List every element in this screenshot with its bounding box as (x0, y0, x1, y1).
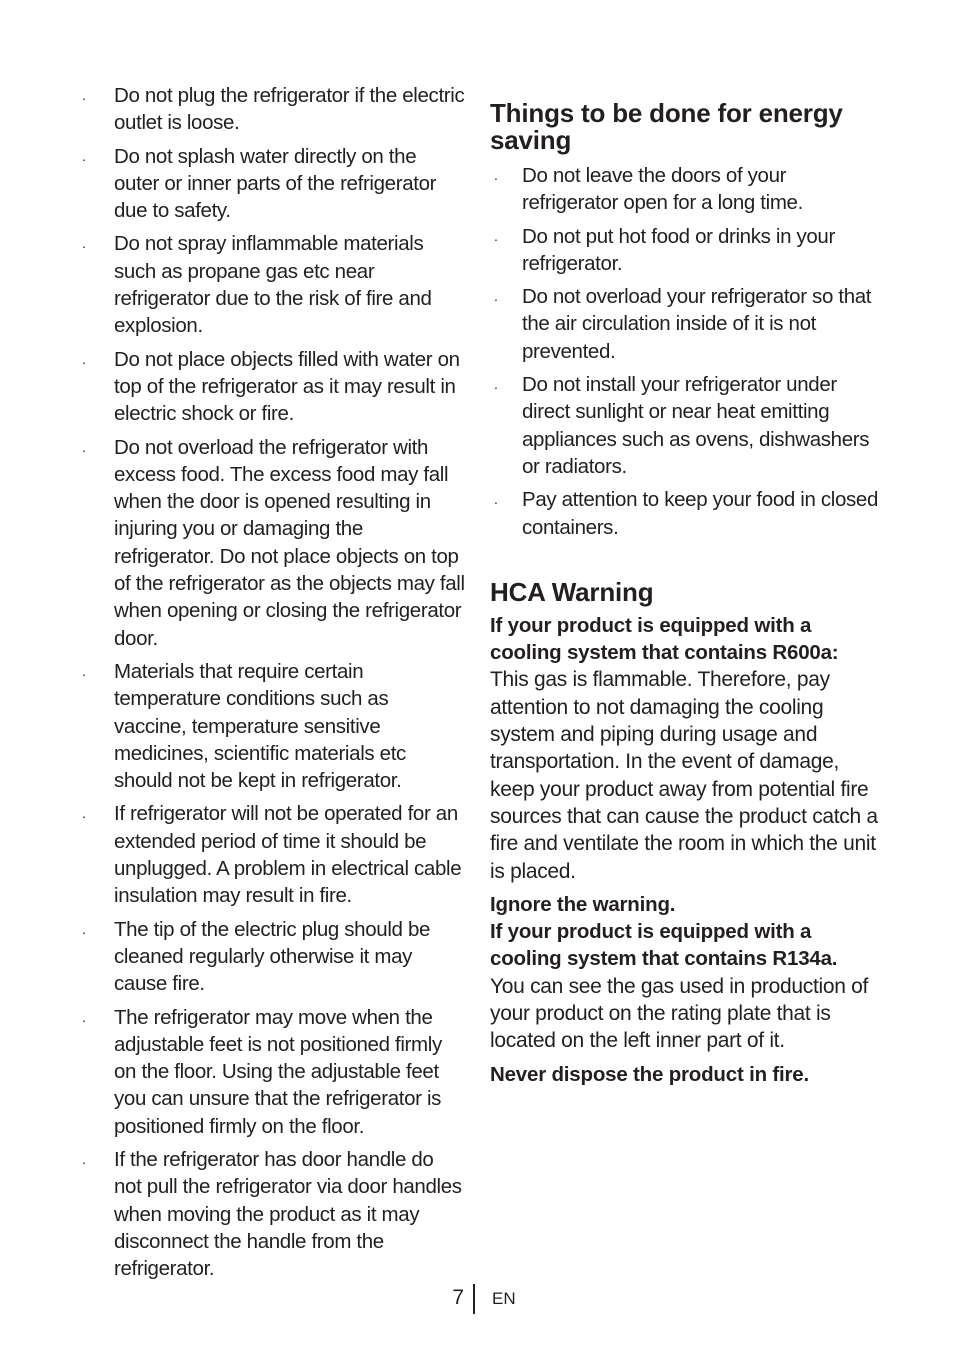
bullet-marker: . (82, 87, 86, 103)
list-item (490, 162, 882, 217)
bullet-marker: . (82, 438, 86, 455)
page-footer (0, 1284, 954, 1316)
list-item (78, 916, 466, 998)
hca-warning-heading: HCA Warning (490, 576, 654, 607)
bullet-marker: . (82, 147, 86, 164)
bullet-marker: . (82, 350, 86, 367)
list-item-text: Materials that require certain temperature conditions such as vaccine, temperature sensitive medicines, scientific materials etc should not be kept in refrigerator. (114, 659, 406, 793)
list-item-text: The tip of the electric plug should be cleaned regularly otherwise it may cause fire. (114, 917, 431, 996)
energy-saving-heading: Things to be done for energy saving (490, 98, 843, 155)
list-item (78, 346, 466, 428)
safety-list (78, 82, 466, 1282)
list-item-text: If the refrigerator has door handle do not pull the refrigerator via door handles when moving the product as it may disconnect the handle from the refrigerator. (114, 1147, 462, 1281)
list-item (78, 658, 466, 794)
list-item (78, 1146, 466, 1282)
list-item-text: Do not plug the refrigerator if the electric outlet is loose. (114, 84, 465, 135)
left-column (78, 82, 466, 1288)
list-item-text: Do not overload your refrigerator so that the air circulation inside of it is not prevented. (522, 285, 872, 363)
list-item-text: The refrigerator may move when the adjustable feet is not positioned firmly on the floor. Using the adjustable feet you can unsure that the refrigerator is positioned firmly on the floor. (114, 1005, 442, 1138)
bullet-marker: . (82, 1150, 86, 1167)
r134a-subheading: If your product is equipped with a cooling system that contains R134a. (490, 920, 838, 971)
list-item (490, 283, 882, 365)
r600a-subheading: If your product is equipped with a cooling system that contains R600a: (490, 613, 839, 665)
footer-divider (473, 1284, 475, 1314)
list-item (490, 371, 882, 480)
language-code: EN (492, 1289, 516, 1308)
list-item (490, 223, 882, 278)
list-item-text: Do not spray inflammable materials such as propane gas etc near refrigerator due to the risk of fire and explosion. (114, 232, 432, 338)
bullet-marker: . (82, 1008, 86, 1025)
list-item (78, 1004, 466, 1140)
list-item-text: Do not overload the refrigerator with excess food. The excess food may fall when the door is opened resulting in injuring you or damaging the refrigerator. Do not place objects on top of the refrigerator as the objects may fall when opening or closing the refrigerator door. (114, 435, 465, 650)
ignore-warning-text: Ignore the warning. (490, 892, 676, 916)
bullet-marker: . (494, 288, 498, 305)
list-item (78, 800, 466, 909)
list-item (78, 82, 466, 137)
r600a-paragraph: This gas is flammable. Therefore, pay attention to not damaging the cooling system and piping during usage and transportation. In the event of damage, keep your product away from potential fire sources that can cause the product catch a fire and ventilate the room in which the unit is placed. (490, 668, 878, 883)
list-item-text: Do not place objects filled with water on top of the refrigerator as it may result in electric shock or fire. (114, 347, 460, 426)
list-item (490, 486, 882, 541)
energy-saving-list (490, 162, 882, 541)
bullet-marker: . (494, 167, 498, 183)
list-item-text: Do not splash water directly on the outer or inner parts of the refrigerator due to safety. (114, 144, 437, 223)
bullet-marker: . (82, 920, 86, 937)
list-item-text: If refrigerator will not be operated for an extended period of time it should be unplugged. A problem in electrical cable insulation may result in fire. (114, 802, 462, 908)
list-item-text: Do not put hot food or drinks in your refrigerator. (522, 224, 835, 275)
r134a-paragraph: You can see the gas used in production of your product on the rating plate that is located on the left inner part of it. (490, 974, 869, 1053)
bullet-marker: . (82, 235, 86, 252)
bullet-marker: . (494, 491, 498, 508)
list-item-text: Pay attention to keep your food in closed containers. (522, 488, 879, 539)
never-dispose-warning: Never dispose the product in fire. (490, 1062, 809, 1086)
page-number: 7 (452, 1286, 464, 1309)
bullet-marker: . (82, 805, 86, 822)
list-item (78, 230, 466, 339)
list-item-text: Do not leave the doors of your refrigerator open for a long time. (522, 164, 803, 215)
bullet-marker: . (82, 662, 86, 679)
bullet-marker: . (494, 376, 498, 393)
list-item-text: Do not install your refrigerator under direct sunlight or near heat emitting appliances such as ovens, dishwashers or radiators. (522, 373, 870, 478)
bullet-marker: . (494, 227, 498, 244)
right-column (490, 100, 882, 1088)
list-item (78, 143, 466, 225)
list-item (78, 434, 466, 652)
